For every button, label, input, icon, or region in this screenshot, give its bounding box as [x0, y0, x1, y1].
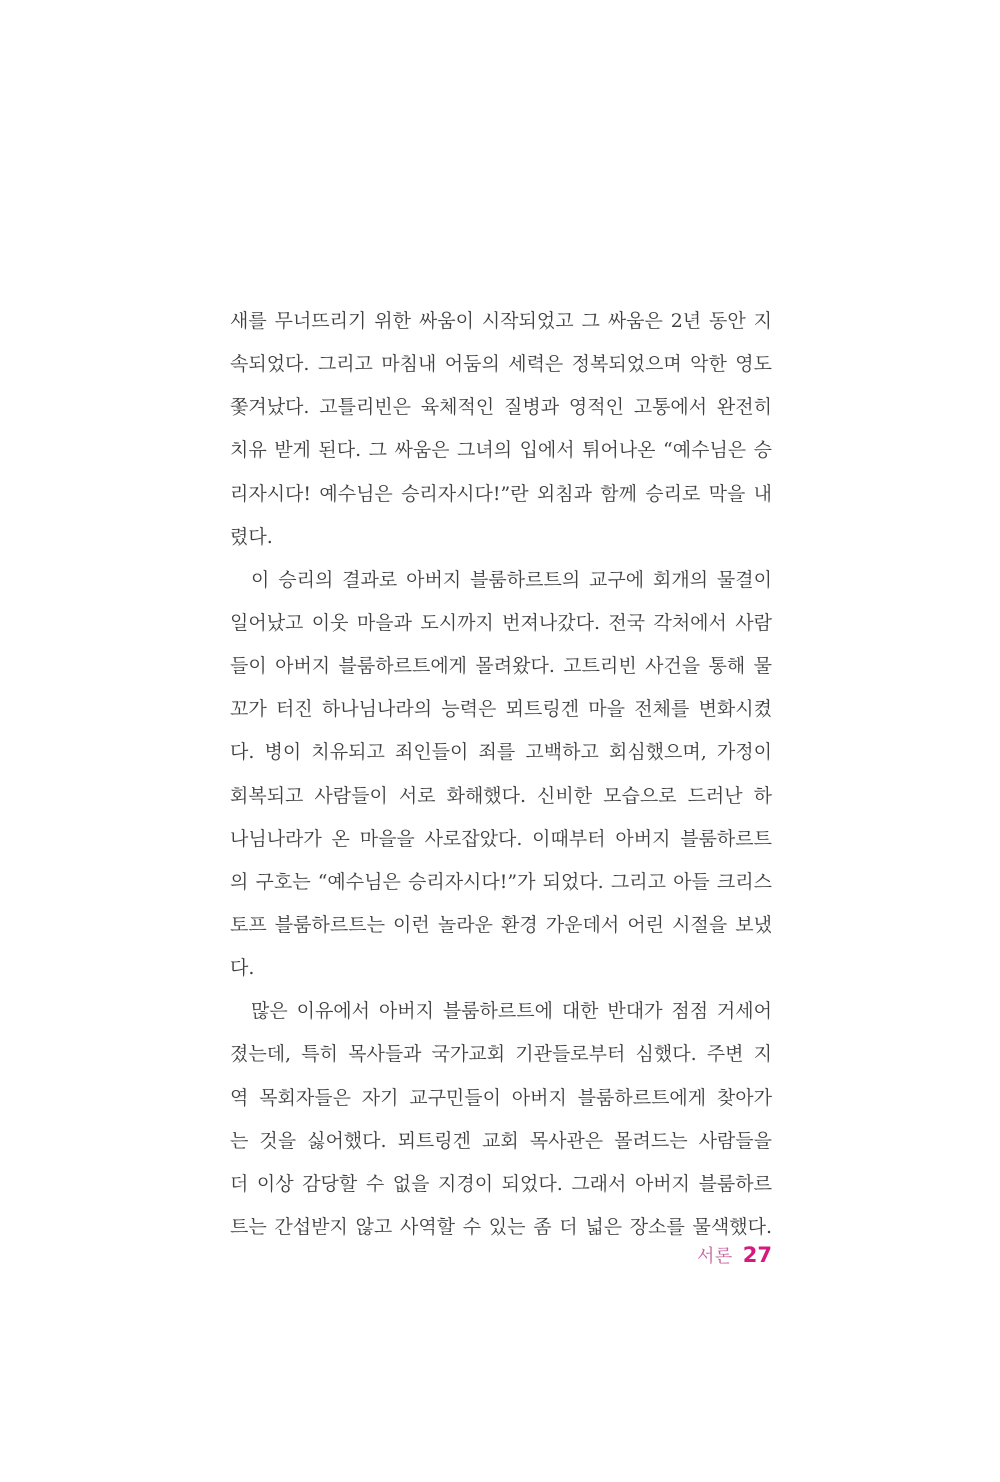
page-number: 27 — [742, 1243, 772, 1267]
text-line: 쫓겨났다. 고틀리빈은 육체적인 질병과 영적인 고통에서 완전히 — [230, 396, 772, 419]
body-text — [230, 300, 772, 1249]
text-line: 다. 병이 치유되고 죄인들이 죄를 고백하고 회심했으며, 가정이 — [230, 741, 772, 764]
text-line: 치유 받게 된다. 그 싸움은 그녀의 입에서 튀어나온 “예수님은 승 — [230, 439, 772, 462]
text-line: 새를 무너뜨리기 위한 싸움이 시작되었고 그 싸움은 2년 동안 지 — [230, 310, 772, 332]
text-line: 렸다. — [230, 525, 273, 548]
text-line: 들이 아버지 블룸하르트에게 몰려왔다. 고트리빈 사건을 통해 물 — [230, 655, 772, 678]
text-line: 역 목회자들은 자기 교구민들이 아버지 블룸하르트에게 찾아가 — [230, 1086, 772, 1109]
text-line: 리자시다! 예수님은 승리자시다!”란 외침과 함께 승리로 막을 내 — [230, 482, 772, 505]
text-line: 일어났고 이웃 마을과 도시까지 번져나갔다. 전국 각처에서 사람 — [230, 611, 772, 634]
text-line: 회복되고 사람들이 서로 화해했다. 신비한 모습으로 드러난 하 — [230, 784, 772, 807]
text-line: 많은 이유에서 아버지 블룸하르트에 대한 반대가 점점 거세어 — [251, 1000, 772, 1023]
footer — [230, 1242, 772, 1268]
text-line: 꼬가 터진 하나님나라의 능력은 뫼트링겐 마을 전체를 변화시켰 — [230, 698, 772, 721]
text-line: 더 이상 감당할 수 없을 지경이 되었다. 그래서 아버지 블룸하르 — [230, 1172, 772, 1195]
text-line: 는 것을 싫어했다. 뫼트링겐 교회 목사관은 몰려드는 사람들을 — [230, 1129, 772, 1152]
text-line: 토프 블룸하르트는 이런 놀라운 환경 가운데서 어린 시절을 보냈 — [230, 913, 772, 936]
text-line: 트는 간섭받지 않고 사역할 수 있는 좀 더 넓은 장소를 물색했다. — [230, 1215, 772, 1238]
text-line: 졌는데, 특히 목사들과 국가교회 기관들로부터 심했다. 주변 지 — [230, 1043, 772, 1066]
text-line: 이 승리의 결과로 아버지 블룸하르트의 교구에 회개의 물결이 — [251, 568, 772, 591]
text-line: 의 구호는 “예수님은 승리자시다!”가 되었다. 그리고 아들 크리스 — [230, 870, 772, 893]
section-label: 서론 — [696, 1246, 733, 1267]
text-line: 속되었다. 그리고 마침내 어둠의 세력은 정복되었으며 악한 영도 — [230, 353, 772, 376]
text-line: 나님나라가 온 마을을 사로잡았다. 이때부터 아버지 블룸하르트 — [230, 827, 772, 850]
text-line: 다. — [230, 957, 255, 980]
